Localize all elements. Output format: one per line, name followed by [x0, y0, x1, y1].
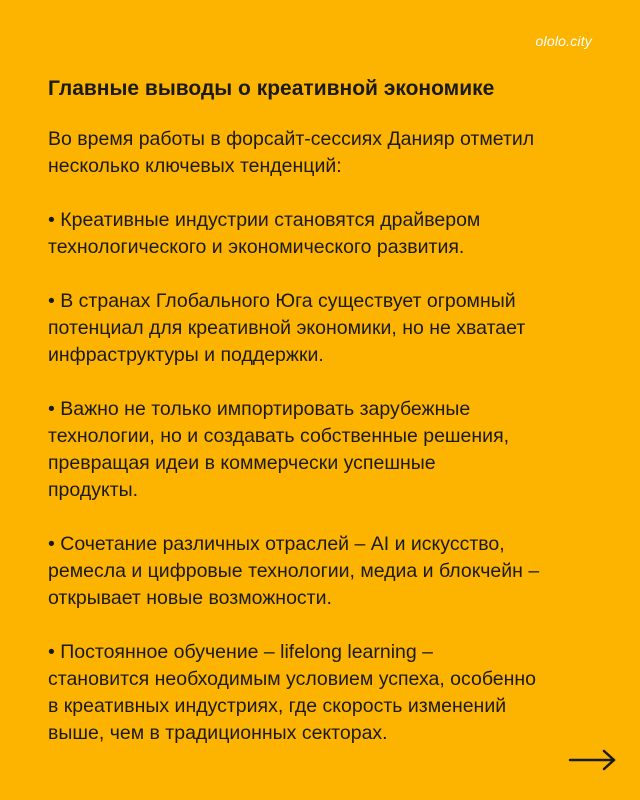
bullet-item: • Постоянное обучение – lifelong learning – становится необходимым условием успеха, особенно в креативных индустриях, где скорость изменений выше, чем в традиционных секторах. — [48, 641, 537, 745]
arrow-right-icon[interactable] — [568, 748, 618, 772]
bullet-item: • Креативные индустрии становятся драйвером технологического и экономического развития. — [48, 209, 481, 259]
main-content — [48, 76, 608, 774]
page-title: Главные выводы о креативной экономике — [48, 77, 495, 100]
bullet-item: • Сочетание различных отраслей – AI и искусство, ремесла и цифровые технологии, медиа и блокчейн – открывает новые возможности. — [48, 533, 540, 610]
intro-text: Во время работы в форсайт-сессиях Данияр отметил несколько ключевых тенденций: — [48, 128, 535, 178]
bullet-item: • В странах Глобального Юга существует огромный потенциал для креативной экономики, но не хватает инфраструктуры и поддержки. — [48, 290, 526, 367]
bullet-item: • Важно не только импортировать зарубежные технологии, но и создавать собственные решения, превращая идеи в коммерчески успешные продукты. — [48, 398, 510, 502]
brand-label: ololo.city — [535, 33, 592, 49]
